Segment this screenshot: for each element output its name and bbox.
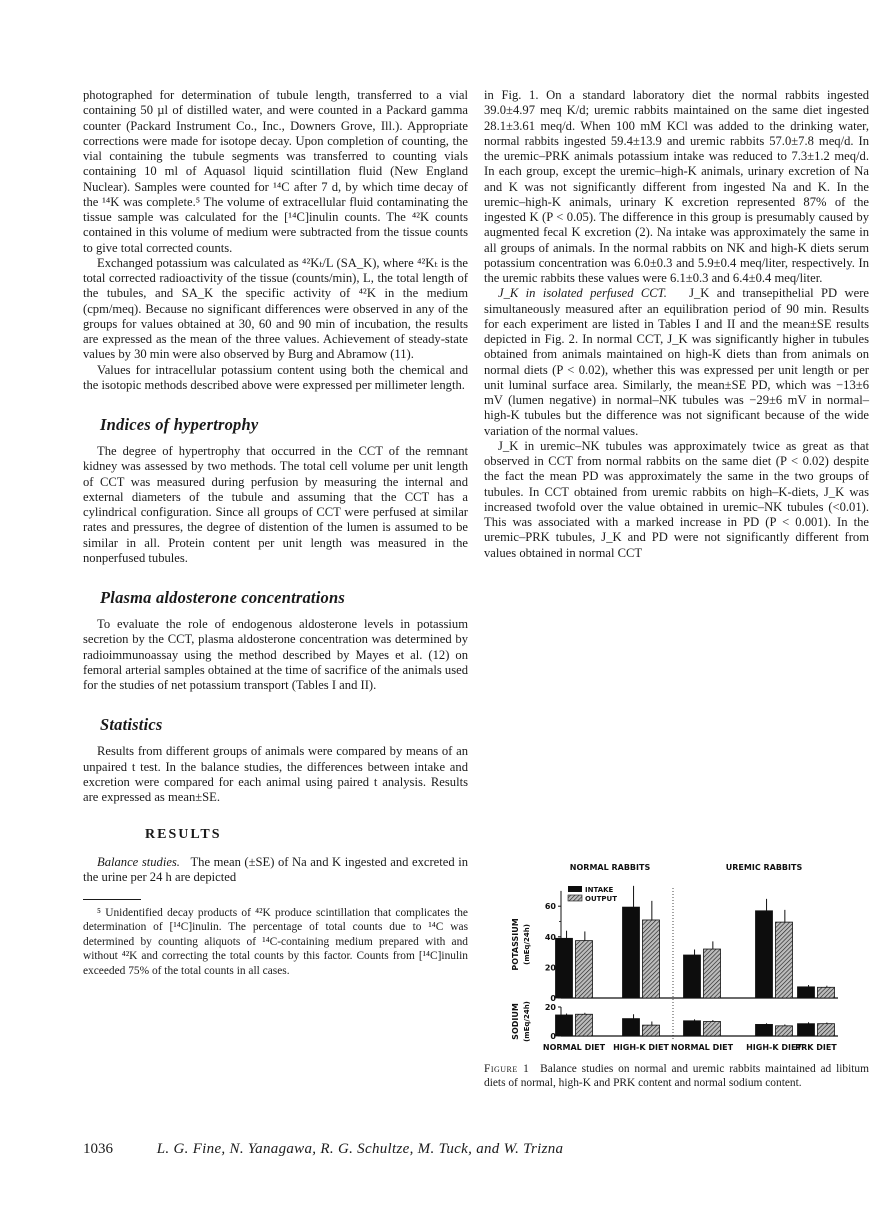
- run-in-jk-isolated-perfused-cct: J_K in isolated perfused CCT.: [498, 286, 667, 301]
- paragraph-statistics: Results from different groups of animals were compared by means of an unpaired t test. In the balance studies, the differences between intake and excretion were compared for each animal using paired t analysis. Results are expressed as mean±SE.: [83, 744, 468, 804]
- sodium-bar-intake-1: [623, 1019, 640, 1036]
- paragraph-aldosterone: To evaluate the role of endogenous aldosterone levels in potassium secretion by the CCT, plasma aldosterone concentration was determined by radioimmunoassay using the method described by Mayes et al. (12) on femoral arterial samples obtained at the time of sacrifice of the animals used for the studies of net potassium transport (Tables I and II).: [83, 617, 468, 692]
- potassium-axis-units: (mEq/24h): [523, 924, 531, 965]
- figure-1-caption: [484, 1062, 869, 1091]
- sodium-tick-label: 20: [544, 1003, 556, 1012]
- legend-output-swatch: [568, 895, 582, 901]
- potassium-bar-output-2: [704, 949, 721, 998]
- category-label-0: NORMAL DIET: [542, 1043, 606, 1052]
- paragraph-hypertrophy: The degree of hypertrophy that occurred in the CCT of the remnant kidney was assessed by two methods. The total cell volume per unit length of CCT was measured during perfusion by measuring the internal and external diameters of the tubule and assuming that the CCT has a cylindrical configuration. Since all groups of CCT were perfused at similar rates and pressures, the degree of distention of the lumen is assumed to be similar in all. Protein content per unit length was measured in the nonperfused tubules.: [83, 444, 468, 565]
- right-column: [484, 88, 869, 561]
- sodium-bar-output-1: [643, 1025, 660, 1036]
- group-label-normal-rabbits: NORMAL RABBITS: [569, 863, 651, 872]
- potassium-bar-output-1: [643, 920, 660, 998]
- paragraph-balance-studies: [83, 855, 468, 886]
- potassium-bar-output-4: [818, 987, 835, 998]
- potassium-bar-intake-2: [684, 955, 701, 998]
- potassium-bar-output-0: [576, 941, 593, 998]
- sodium-bar-output-4: [818, 1024, 835, 1036]
- sodium-tick-label: 0: [550, 1032, 556, 1041]
- potassium-bar-intake-4: [798, 987, 815, 998]
- methods-paragraph-intracellular-k: Values for intracellular potassium content using both the chemical and the isotopic methods described above were expressed per millimeter length.: [83, 362, 468, 392]
- balance-studies-text: The mean (±SE) of Na and K ingested and excreted in the urine per 24 h are depicted: [83, 854, 469, 884]
- running-footer: [83, 1141, 563, 1158]
- left-column: [83, 88, 468, 978]
- footnote-divider: [83, 899, 141, 900]
- figure-1-chart: [500, 855, 845, 1055]
- legend-intake-swatch: [568, 886, 582, 892]
- figure-label: Figure 1: [484, 1063, 530, 1075]
- category-label-2: NORMAL DIET: [670, 1043, 734, 1052]
- potassium-tick-label: 0: [550, 994, 556, 1003]
- category-label-1: HIGH-K DIET: [613, 1043, 669, 1052]
- run-in-balance-studies: Balance studies.: [97, 854, 180, 869]
- author-list: L. G. Fine, N. Yanagawa, R. G. Schultze, M. Tuck, and W. Trizna: [156, 1141, 564, 1157]
- paragraph-balance-results: in Fig. 1. On a standard laboratory diet the normal rabbits ingested 39.0±4.97 meq K/d; uremic rabbits maintained on the same diet ingested 28.1±3.61 meq/d. When 100 mM KCl was added to the drinking water, normal rabbits ingested 59.4±13.9 and uremic rabbits 57.0±7.8 meq/d. In the uremic–PRK animals potassium intake was reduced to 7.3±1.2 meq/d. In each group, except the uremic–high-K animals, urinary excretion of Na and K was not significantly different from ingested Na and K. In the uremic–high-K animals, urinary K excretion represented 87% of the ingested K (P < 0.05). The difference in this group is presumably caused by augmented fecal K excretion (2). Na intake was approximately the same in all groups of animals. In the normal rabbits on NK and high-K diets serum potassium concentration was 6.0±0.3 and 5.9±0.4 meq/liter, respectively. In the uremic rabbits these values were 6.1±0.3 and 6.4±0.4 meq/liter.: [484, 88, 869, 285]
- heading-indices-of-hypertrophy: Indices of hypertrophy: [100, 415, 259, 434]
- sodium-bar-intake-3: [756, 1024, 773, 1036]
- sodium-axis-title: SODIUM: [511, 1003, 520, 1040]
- sodium-axis-units: (mEq/24h): [523, 1001, 531, 1042]
- legend-output-label: OUTPUT: [585, 895, 617, 903]
- group-label-uremic-rabbits: UREMIC RABBITS: [725, 863, 803, 872]
- footnote-5: ⁵ Unidentified decay products of ⁴²K produce scintillation that complicates the determination of [¹⁴C]inulin. The percentage of total counts due to ¹⁴C was determined by counting aliquots of ¹⁴C-containing medium prepared with and without ⁴²K and correcting the total counts by this factor. Counts from [¹⁴C]inulin exceeded 75% of the total counts in all cases.: [83, 907, 468, 977]
- heading-statistics: Statistics: [100, 715, 163, 735]
- sodium-bar-intake-2: [684, 1021, 701, 1036]
- category-label-4: PRK DIET: [795, 1043, 837, 1052]
- page-number: 1036: [83, 1141, 113, 1157]
- balance-studies-bar-chart: [500, 855, 845, 1055]
- paragraph-jk-uremic: J_K in uremic–NK tubules was approximately twice as great as that observed in CCT from normal rabbits on the same diet (P < 0.02) despite the fact the mean PD was approximately the same in the two groups of tubules. In CCT obtained from uremic rabbits on high–K-diets, J_K was increased twofold over the value obtained in uremic–NK tubules (<0.01). This was associated with a marked increase in PD (P < 0.001). In the uremic–PRK tubules, J_K and PD were not significantly different from values obtained in normal CCT: [484, 438, 869, 560]
- potassium-bar-output-3: [776, 922, 793, 998]
- sodium-bar-intake-4: [798, 1024, 815, 1036]
- category-label-3: HIGH-K DIET: [746, 1043, 802, 1052]
- sodium-bar-output-0: [576, 1014, 593, 1036]
- potassium-tick-label: 40: [544, 932, 556, 942]
- potassium-bar-intake-0: [556, 938, 573, 998]
- heading-results: RESULTS: [145, 827, 222, 843]
- paragraph-jk-perfused-cct: [484, 286, 869, 439]
- sodium-bar-intake-0: [556, 1015, 573, 1036]
- sodium-bar-output-2: [704, 1022, 721, 1037]
- sodium-bar-output-3: [776, 1026, 793, 1036]
- legend-intake-label: INTAKE: [585, 886, 614, 894]
- potassium-bar-intake-3: [756, 911, 773, 998]
- jk-text: J_K and transepithelial PD were simultaneously measured after an equilibration period of 90 min. Results for each experiment are listed in Tables I and II and the mean±SE results depicted in Fig. 2. In normal CCT, J_K was significantly higher in tubules obtained from animals maintained on high-K diets than from animals on normal diets (P < 0.02), whether this was expressed per unit length or per unit luminal surface area. Similarly, the mean±SE PD, which was −13±6 mV (lumen negative) in normal–NK tubules was −29±6 mV in normal–high-K tubules but the difference was not significant because of the wide variation of the normal values.: [484, 286, 870, 438]
- methods-paragraph-counting: photographed for determination of tubule length, transferred to a vial containing 50 µl of distilled water, and were counted in a Packard gamma counter (Packard Instrument Co., Inc., Downers Grove, Ill.). Appropriate corrections were made for isotope decay. Upon completion of counting, the vial containing the tubule segments was transferred to counting vials containing 10 ml of Aquasol liquid scintillation fluid (New England Nuclear). Samples were counted for ¹⁴C after 7 d, by which time decay of the ¹⁴K was complete.⁵ The volume of extracellular fluid contaminating the tissue sample was calculated for the [¹⁴C]inulin counts. The ⁴²K counts contained in this volume of medium were subtracted from the tissue counts to give total corrected counts.: [83, 88, 468, 255]
- potassium-bar-intake-1: [623, 907, 640, 998]
- potassium-axis-title: POTASSIUM: [511, 918, 520, 971]
- potassium-tick-label: 60: [544, 902, 556, 912]
- potassium-tick-label: 20: [544, 963, 556, 973]
- figure-caption-text: Balance studies on normal and uremic rabbits maintained ad libitum diets of normal, high-K and PRK content and normal sodium content.: [484, 1063, 869, 1090]
- methods-paragraph-exchanged-potassium: Exchanged potassium was calculated as ⁴²Kₜ/L (SA_K), where ⁴²Kₜ is the total corrected radioactivity of the tissue (counts/min), L, the total length of the tubules, and SA_K the specific activity of ⁴²K in the medium (cpm/meq). Because no significant differences were observed in any of the groups for values obtained at 30, 60 and 90 min of incubation, the results are expressed as the mean of the three values. Achievement of steady-state values by 30 min were also observed by Burg and Abramow (11).: [83, 255, 468, 362]
- heading-plasma-aldosterone: Plasma aldosterone concentrations: [100, 588, 345, 607]
